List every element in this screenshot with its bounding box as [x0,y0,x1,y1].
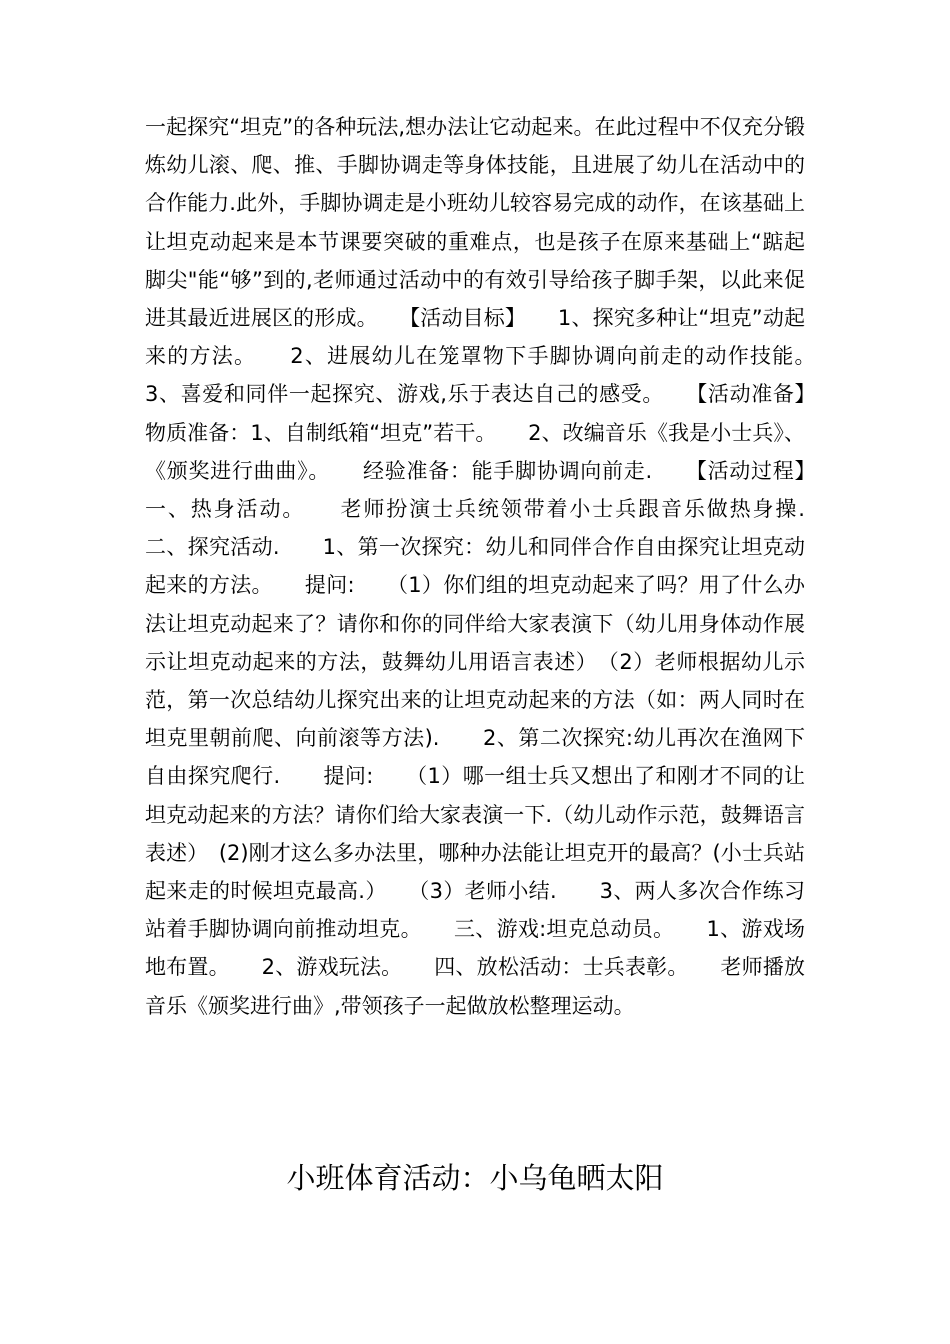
section-title: 小班体育活动：小乌龟晒太阳 [286,1161,664,1195]
body-paragraph: 一起探究“坦克”的各种玩法,想办法让它动起来。在此过程中不仅充分锻炼幼儿滚、爬、推、手脚协调走等身体技能，且进展了幼儿在活动中的合作能力.此外，手脚协调走是小班幼儿较容易完成的动作，在该基础上让坦克动起来是本节课要突破的重难点，也是孩子在原来基础上“踮起脚尖"能“够”到的,老师通过活动中的有效引导给孩子脚手架，以此来促进其最近进展区的形成。 【活动目标】 1、探究多种让“坦克”动起来的方法。 2、进展幼儿在笼罩物下手脚协调向前走的动作技能。 3、喜爱和同伴一起探究、游戏,乐于表达自己的感受。 【活动准备】 物质准备：1、自制纸箱“坦克”若干。 2、改编音乐《我是小士兵》、《颁奖进行曲曲》。 经验准备：能手脚协调向前走. 【活动过程】 一、热身活动。 老师扮演士兵统领带着小士兵跟音乐做热身操. 二、探究活动. 1、第一次探究：幼儿和同伴合作自由探究让坦克动起来的方法。 提问: （1）你们组的坦克动起来了吗？用了什么办法让坦克动起来了？请你和你的同伴给大家表演下（幼儿用身体动作展示让坦克动起来的方法，鼓舞幼儿用语言表述） （2）老师根据幼儿示范，第一次总结幼儿探究出来的让坦克动起来的方法（如：两人同时在坦克里朝前爬、向前滚等方法). 2、第二次探究:幼儿再次在渔网下自由探究爬行. 提问: （1）哪一组士兵又想出了和刚才不同的让坦克动起来的方法？请你们给大家表演一下.（幼儿动作示范，鼓舞语言表述） (2)刚才这么多办法里，哪种办法能让坦克开的最高？(小士兵站起来走的时候坦克最高.） （3）老师小结. 3、两人多次合作练习站着手脚协调向前推动坦克。 三、游戏:坦克总动员。 1、游戏场地布置。 2、游戏玩法。 四、放松活动：士兵表彰。 老师播放音乐《颁奖进行曲》,带领孩子一起做放松整理运动。 [145,115,847,1018]
